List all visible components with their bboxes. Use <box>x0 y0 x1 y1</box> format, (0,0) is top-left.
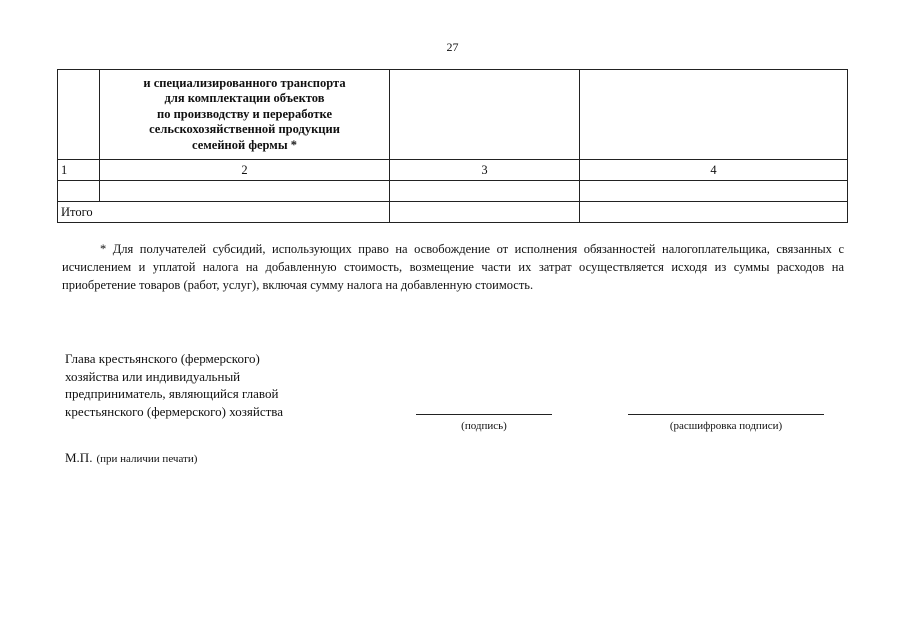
column-number-row <box>58 160 848 181</box>
stamp-place <box>65 449 197 467</box>
signature-caption: (подпись) <box>461 420 507 432</box>
total-cell-4 <box>580 202 848 223</box>
signer-title-line: предприниматель, являющийся главой <box>65 386 279 401</box>
signer-title <box>65 350 365 420</box>
header-cell-2 <box>100 70 390 160</box>
column-number-4: 4 <box>580 160 848 181</box>
empty-cell <box>580 181 848 202</box>
signer-title-line: хозяйства или индивидуальный <box>65 368 241 384</box>
signer-title-line: крестьянского (фермерского) хозяйства <box>65 403 284 419</box>
header-line: сельскохозяйственной продукции <box>149 122 340 137</box>
footnote: * Для получателей субсидий, использующих право на освобождение от исполнения обязанностей налогоплательщика, связанных с исчислением и уплатой налога на добавленную стоимость, возмещение части их затрат осуществляется исходя из суммы расходов на приобретение товаров (работ, услуг), включая сумму налога на добавленную стоимость. <box>62 242 844 292</box>
header-line: по производству и переработке <box>157 106 332 121</box>
table-header-row <box>58 70 848 160</box>
signature-decoding-line <box>628 414 824 415</box>
header-cell-1 <box>58 70 100 160</box>
stamp-note: (при наличии печати) <box>96 453 198 465</box>
signature-decoding-caption: (расшифровка подписи) <box>669 420 783 432</box>
signer-title-line: Глава крестьянского (фермерского) <box>65 351 260 366</box>
column-number-3: 3 <box>390 160 580 181</box>
page-number: 27 <box>446 40 459 54</box>
header-cell-3 <box>390 70 580 160</box>
total-label: Итого <box>58 202 390 223</box>
column-number-2: 2 <box>100 160 390 181</box>
header-line: семейной фермы * <box>192 137 297 152</box>
subsidy-table <box>57 69 848 223</box>
total-row <box>58 202 848 223</box>
signature-line <box>416 414 552 415</box>
empty-cell <box>100 181 390 202</box>
header-line: для комплектации объектов <box>164 91 325 106</box>
empty-cell <box>58 181 100 202</box>
column-number-1: 1 <box>58 160 100 181</box>
empty-cell <box>390 181 580 202</box>
stamp-label: М.П. <box>65 450 93 465</box>
header-line: и специализированного транспорта <box>143 75 346 90</box>
header-cell-4 <box>580 70 848 160</box>
empty-data-row <box>58 181 848 202</box>
total-cell-3 <box>390 202 580 223</box>
